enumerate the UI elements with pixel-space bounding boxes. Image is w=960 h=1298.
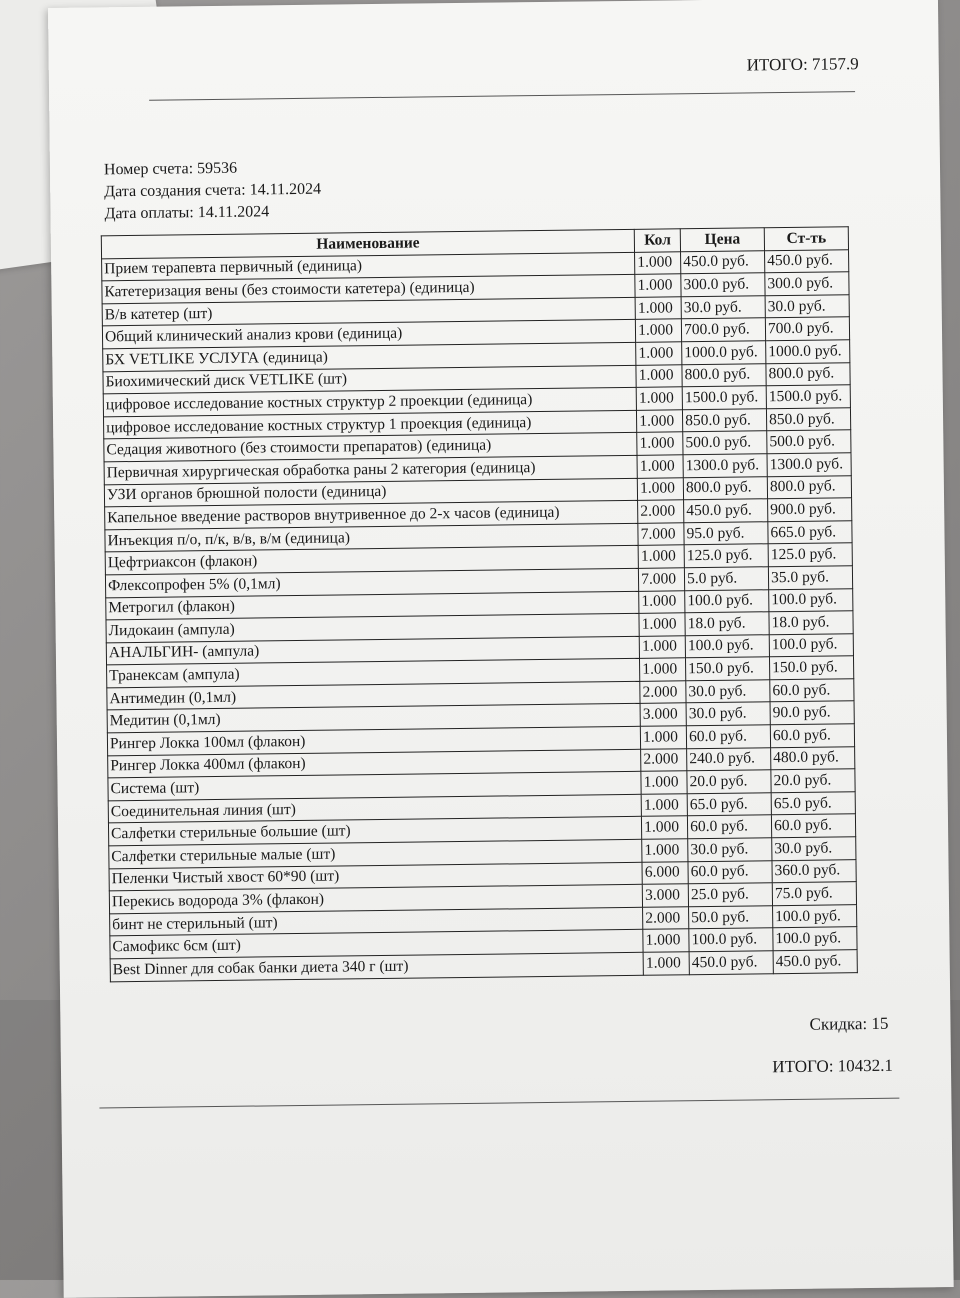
item-name: Best Dinner для собак банки диета 340 г (шт) [110, 952, 643, 981]
item-sum: 1000.0 руб. [766, 340, 850, 364]
invoice-paid-date: 14.11.2024 [197, 203, 270, 222]
item-qty: 1.000 [642, 816, 688, 839]
item-sum: 100.0 руб. [769, 633, 853, 657]
item-name: бинт не стерильный (шт) [110, 907, 643, 936]
item-qty: 2.000 [638, 500, 684, 523]
item-sum: 60.0 руб. [770, 724, 854, 748]
item-price: 700.0 руб. [681, 318, 765, 342]
item-sum: 100.0 руб. [769, 588, 853, 612]
item-name: Салфетки стерильные малые (шт) [109, 839, 642, 868]
item-sum: 30.0 руб. [765, 295, 849, 319]
item-name: Цефтриаксон (флакон) [105, 546, 638, 575]
item-name: Биохимический диск VETLIKE (шт) [103, 365, 636, 394]
item-qty: 1.000 [637, 432, 683, 455]
item-name: Перекись водорода 3% (флакон) [109, 885, 642, 914]
item-qty: 1.000 [637, 455, 683, 478]
header-sum: Ст-ть [764, 227, 848, 251]
item-price: 20.0 руб. [687, 770, 771, 794]
item-name: Первичная хирургическая обработка раны 2 категория (единица) [104, 455, 637, 484]
item-sum: 75.0 руб. [772, 882, 856, 906]
discount-label: Скидка: [809, 1014, 868, 1034]
item-qty: 1.000 [638, 545, 684, 568]
top-total-label: ИТОГО: [746, 54, 808, 75]
item-qty: 1.000 [636, 342, 682, 365]
item-sum: 125.0 руб. [768, 543, 852, 567]
item-price: 30.0 руб. [681, 296, 765, 320]
invoice-meta [104, 157, 322, 226]
item-price: 30.0 руб. [686, 702, 770, 726]
item-sum: 450.0 руб. [765, 249, 849, 273]
item-qty: 1.000 [640, 658, 686, 681]
item-qty: 3.000 [642, 884, 688, 907]
item-price: 800.0 руб. [683, 476, 767, 500]
item-name: Катетеризация вены (без стоимости катетера) (единица) [102, 275, 635, 304]
item-qty: 1.000 [639, 635, 685, 658]
item-name: АНАЛЬГИН- (ампула) [106, 636, 639, 665]
item-qty: 7.000 [639, 568, 685, 591]
item-name: Общий клинический анализ крови (единица) [102, 320, 635, 349]
invoice-number-label: Номер счета: [103, 160, 194, 179]
item-sum: 1300.0 руб. [767, 453, 851, 477]
item-sum: 850.0 руб. [766, 407, 850, 431]
item-name: Антимедин (0,1мл) [107, 681, 640, 710]
item-price: 150.0 руб. [686, 657, 770, 681]
bottom-divider [99, 1098, 899, 1109]
item-name: Метрогил (флакон) [106, 591, 639, 620]
item-sum: 35.0 руб. [768, 566, 852, 590]
item-qty: 1.000 [636, 387, 682, 410]
item-qty: 1.000 [636, 319, 682, 342]
item-price: 450.0 руб. [681, 250, 765, 274]
item-price: 5.0 руб. [684, 567, 768, 591]
item-sum: 500.0 руб. [767, 430, 851, 454]
item-name: Система (шт) [108, 772, 641, 801]
item-qty: 1.000 [635, 274, 681, 297]
item-name: цифровое исследование костных структур 1 проекция (единица) [103, 410, 636, 439]
item-sum: 700.0 руб. [765, 317, 849, 341]
item-sum: 30.0 руб. [772, 837, 856, 861]
item-name: В/в катетер (шт) [102, 297, 635, 326]
item-price: 60.0 руб. [686, 725, 770, 749]
item-sum: 65.0 руб. [771, 792, 855, 816]
item-price: 65.0 руб. [687, 793, 771, 817]
item-price: 30.0 руб. [686, 680, 770, 704]
item-name: цифровое исследование костных структур 2 проекции (единица) [103, 387, 636, 416]
item-name: Транексам (ампула) [107, 659, 640, 688]
item-name: БХ VETLIKE УСЛУГА (единица) [103, 342, 636, 371]
item-qty: 1.000 [641, 771, 687, 794]
item-sum: 665.0 руб. [768, 520, 852, 544]
item-name: Салфетки стерильные большие (шт) [108, 817, 641, 846]
invoice-paid-line [104, 201, 321, 226]
item-price: 100.0 руб. [685, 589, 769, 613]
discount [809, 1014, 888, 1035]
item-price: 500.0 руб. [683, 431, 767, 455]
top-total-value: 7157.9 [811, 54, 859, 74]
item-name: Капельное введение растворов внутривенное до 2-х часов (единица) [105, 500, 638, 529]
item-price: 850.0 руб. [683, 409, 767, 433]
item-sum: 90.0 руб. [770, 701, 854, 725]
item-sum: 360.0 руб. [772, 859, 856, 883]
item-name: Флексопрофен 5% (0,1мл) [105, 568, 638, 597]
item-qty: 2.000 [641, 748, 687, 771]
header-price: Цена [680, 228, 764, 252]
item-price: 60.0 руб. [688, 860, 772, 884]
item-price: 30.0 руб. [688, 838, 772, 862]
item-name: Прием терапевта первичный (единица) [102, 252, 635, 281]
item-name: Лидокаин (ампула) [106, 613, 639, 642]
header-name: Наименование [101, 229, 634, 258]
item-price: 60.0 руб. [688, 815, 772, 839]
item-price: 95.0 руб. [684, 521, 768, 545]
item-sum: 150.0 руб. [770, 656, 854, 680]
item-sum: 20.0 руб. [771, 769, 855, 793]
item-name: УЗИ органов брюшной полости (единица) [104, 478, 637, 507]
item-qty: 2.000 [640, 681, 686, 704]
item-sum: 480.0 руб. [771, 746, 855, 770]
item-price: 125.0 руб. [684, 544, 768, 568]
item-sum: 1500.0 руб. [766, 385, 850, 409]
item-qty: 3.000 [640, 703, 686, 726]
item-name: Самофикс 6см (шт) [110, 930, 643, 959]
item-qty: 1.000 [637, 477, 683, 500]
top-divider [149, 91, 855, 101]
item-sum: 60.0 руб. [771, 814, 855, 838]
bottom-total [772, 1056, 893, 1077]
item-qty: 1.000 [637, 410, 683, 433]
bottom-total-label: ИТОГО: [772, 1056, 834, 1077]
item-qty: 1.000 [643, 952, 689, 975]
invoice-created-label: Дата создания счета: [104, 181, 246, 201]
item-sum: 900.0 руб. [768, 498, 852, 522]
invoice-created-line [104, 179, 321, 204]
item-name: Рингер Локка 100мл (флакон) [107, 726, 640, 755]
item-price: 1500.0 руб. [682, 386, 766, 410]
item-sum: 18.0 руб. [769, 611, 853, 635]
item-sum: 60.0 руб. [770, 679, 854, 703]
item-name: Седация животного (без стоимости препаратов) (единица) [104, 433, 637, 462]
item-sum: 100.0 руб. [773, 927, 857, 951]
item-qty: 1.000 [642, 839, 688, 862]
item-price: 25.0 руб. [688, 883, 772, 907]
header-qty: Кол [634, 229, 680, 252]
invoice-number-line [104, 157, 321, 182]
item-qty: 2.000 [643, 907, 689, 930]
item-price: 240.0 руб. [687, 747, 771, 771]
item-name: Рингер Локка 400мл (флакон) [108, 749, 641, 778]
invoice-number: 59536 [197, 159, 238, 178]
item-qty: 1.000 [639, 613, 685, 636]
item-qty: 1.000 [635, 251, 681, 274]
item-name: Инъекция п/о, п/к, в/в, в/м (единица) [105, 523, 638, 552]
item-sum: 800.0 руб. [766, 362, 850, 386]
item-name: Соединительная линия (шт) [108, 794, 641, 823]
item-price: 100.0 руб. [689, 928, 773, 952]
item-qty: 6.000 [642, 861, 688, 884]
item-price: 1300.0 руб. [683, 454, 767, 478]
item-qty: 7.000 [638, 522, 684, 545]
item-qty: 1.000 [635, 297, 681, 320]
item-name: Медитин (0,1мл) [107, 704, 640, 733]
item-price: 800.0 руб. [682, 363, 766, 387]
item-name: Пеленки Чистый хвост 60*90 (шт) [109, 862, 642, 891]
items-table-body [102, 249, 858, 981]
invoice-created-date: 14.11.2024 [249, 180, 322, 199]
invoice-sheet [48, 0, 954, 1298]
item-price: 450.0 руб. [684, 499, 768, 523]
item-price: 50.0 руб. [689, 906, 773, 930]
item-price: 18.0 руб. [685, 612, 769, 636]
item-price: 1000.0 руб. [682, 341, 766, 365]
invoice-paid-label: Дата оплаты: [104, 204, 194, 223]
item-qty: 1.000 [640, 726, 686, 749]
item-sum: 450.0 руб. [773, 950, 857, 974]
item-sum: 300.0 руб. [765, 272, 849, 296]
item-qty: 1.000 [636, 364, 682, 387]
bottom-total-value: 10432.1 [837, 1055, 894, 1076]
item-price: 100.0 руб. [685, 634, 769, 658]
top-total [747, 54, 859, 75]
item-sum: 800.0 руб. [767, 475, 851, 499]
item-price: 450.0 руб. [689, 951, 773, 975]
items-table [101, 226, 858, 982]
discount-value: 15 [871, 1013, 889, 1034]
item-qty: 1.000 [643, 929, 689, 952]
item-sum: 100.0 руб. [773, 905, 857, 929]
item-price: 300.0 руб. [681, 273, 765, 297]
item-qty: 1.000 [639, 590, 685, 613]
item-qty: 1.000 [641, 794, 687, 817]
